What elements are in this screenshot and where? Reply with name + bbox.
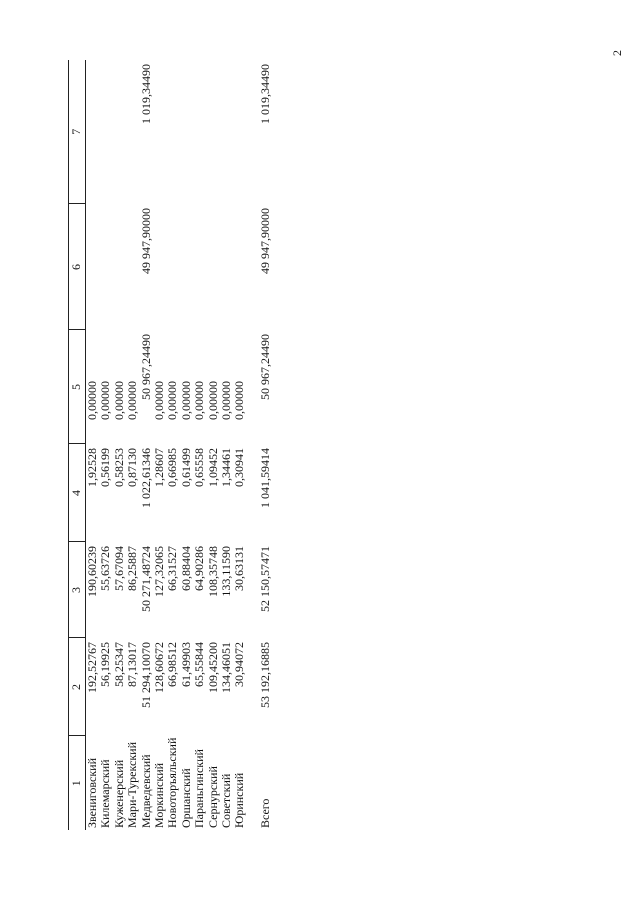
value-cell: 55,63726	[98, 546, 113, 591]
value-cell	[126, 204, 139, 330]
column-header-4: 4	[69, 444, 86, 542]
value-cell	[126, 60, 139, 204]
value-cell: 86,25887	[125, 546, 140, 591]
value-cell	[99, 60, 112, 204]
value-cell: 0,00000	[152, 381, 167, 420]
total-value-cell: 1 041,59414	[257, 448, 272, 508]
value-cell: 0,00000	[98, 381, 113, 420]
value-cell: 58,25347	[111, 642, 126, 687]
value-cell: 0,00000	[219, 381, 234, 420]
value-cell: 192,52767	[85, 642, 99, 693]
district-name: Юринский	[232, 772, 247, 828]
value-cell: 0,00000	[232, 381, 247, 420]
value-cell: 66,98512	[165, 642, 180, 687]
value-cell	[113, 204, 126, 330]
value-cell: 0,58253	[111, 448, 126, 487]
value-cell: 49 947,90000	[138, 208, 153, 274]
value-cell	[207, 60, 220, 204]
value-cell: 127,32065	[152, 546, 167, 597]
district-name: Звениговский	[85, 758, 99, 828]
table-row	[140, 60, 153, 830]
value-cell	[193, 60, 206, 204]
table-row	[180, 60, 193, 830]
district-name: Сернурский	[205, 766, 220, 828]
value-cell	[207, 204, 220, 330]
district-name: Новоторъяльский	[165, 737, 180, 828]
spacer-row	[247, 60, 259, 830]
value-cell: 30,94072	[232, 642, 247, 687]
value-cell	[180, 60, 193, 204]
table-row	[220, 60, 233, 830]
value-cell: 1,09452	[205, 448, 220, 487]
page-number: 2	[610, 50, 624, 56]
value-cell: 0,66985	[165, 448, 180, 487]
value-cell: 65,55844	[192, 642, 207, 687]
table-row	[153, 60, 166, 830]
value-cell: 0,00000	[192, 381, 207, 420]
value-cell: 60,88404	[178, 546, 193, 591]
district-name: Мари-Турекский	[125, 741, 140, 828]
district-name: Оршанский	[178, 768, 193, 828]
value-cell: 134,46051	[219, 642, 234, 693]
district-name: Параньгинский	[192, 749, 207, 828]
data-table	[68, 60, 272, 830]
value-cell: 57,67094	[111, 546, 126, 591]
value-cell: 1,92528	[85, 448, 99, 487]
value-cell: 64,90286	[192, 546, 207, 591]
header-row	[69, 60, 86, 830]
value-cell	[153, 204, 166, 330]
total-label: Всего	[257, 798, 272, 828]
value-cell: 128,60672	[152, 642, 167, 693]
value-cell	[153, 60, 166, 204]
table-row	[113, 60, 126, 830]
value-cell: 0,00000	[111, 381, 126, 420]
value-cell	[99, 204, 112, 330]
value-cell: 1 019,34490	[138, 64, 153, 124]
value-cell	[233, 60, 246, 204]
value-cell: 56,19925	[98, 642, 113, 687]
value-cell: 0,00000	[178, 381, 193, 420]
value-cell: 0,65558	[192, 448, 207, 487]
value-cell	[233, 204, 246, 330]
table-row	[86, 60, 100, 830]
column-header-5: 5	[69, 330, 86, 444]
value-cell: 109,45200	[205, 642, 220, 693]
total-value-cell: 49 947,90000	[257, 208, 272, 274]
value-cell: 51 294,10070	[138, 642, 153, 708]
value-cell: 30,63131	[232, 546, 247, 591]
column-header-6: 6	[69, 204, 86, 330]
value-cell	[193, 204, 206, 330]
value-cell: 1,28607	[152, 448, 167, 487]
district-name: Куженерский	[111, 759, 126, 828]
value-cell: 0,30941	[232, 448, 247, 487]
column-header-2: 2	[69, 638, 86, 736]
value-cell	[113, 60, 126, 204]
value-cell: 61,49903	[178, 642, 193, 687]
table-row	[126, 60, 139, 830]
total-value-cell: 53 192,16885	[257, 642, 272, 708]
table-row	[207, 60, 220, 830]
value-cell: 108,35748	[205, 546, 220, 597]
value-cell: 0,87130	[125, 448, 140, 487]
value-cell: 87,13017	[125, 642, 140, 687]
total-value-cell: 50 967,24490	[257, 334, 272, 400]
value-cell: 190,60239	[85, 546, 99, 597]
value-cell	[220, 204, 233, 330]
value-cell: 133,11590	[219, 546, 234, 597]
column-header-1: 1	[69, 780, 84, 787]
column-header-3: 3	[69, 542, 86, 638]
total-value-cell: 52 150,57471	[257, 546, 272, 612]
value-cell: 1,34461	[219, 448, 234, 487]
table-row	[233, 60, 246, 830]
value-cell: 0,00000	[125, 381, 140, 420]
value-cell: 0,61499	[178, 448, 193, 487]
table-row	[99, 60, 112, 830]
value-cell: 0,00000	[205, 381, 220, 420]
district-name: Килемарский	[98, 759, 113, 828]
value-cell	[166, 60, 179, 204]
district-name: Советский	[219, 773, 234, 828]
value-cell: 50 967,24490	[138, 334, 153, 400]
district-name: Моркинский	[152, 762, 167, 828]
total-value-cell: 1 019,34490	[257, 64, 272, 124]
table-row	[166, 60, 179, 830]
table-row	[193, 60, 206, 830]
value-cell	[86, 60, 100, 204]
value-cell	[220, 60, 233, 204]
value-cell: 66,31527	[165, 546, 180, 591]
value-cell: 0,00000	[85, 381, 99, 420]
column-header-7: 7	[69, 60, 86, 204]
value-cell	[86, 204, 100, 330]
value-cell	[166, 204, 179, 330]
value-cell	[180, 204, 193, 330]
value-cell: 0,00000	[165, 381, 180, 420]
value-cell: 0,56199	[98, 448, 113, 487]
value-cell: 1 022,61346	[138, 448, 153, 508]
total-row	[259, 60, 272, 830]
value-cell: 50 271,48724	[138, 546, 153, 612]
district-name: Медведевский	[138, 754, 153, 828]
rotated-table-container	[68, 60, 336, 830]
